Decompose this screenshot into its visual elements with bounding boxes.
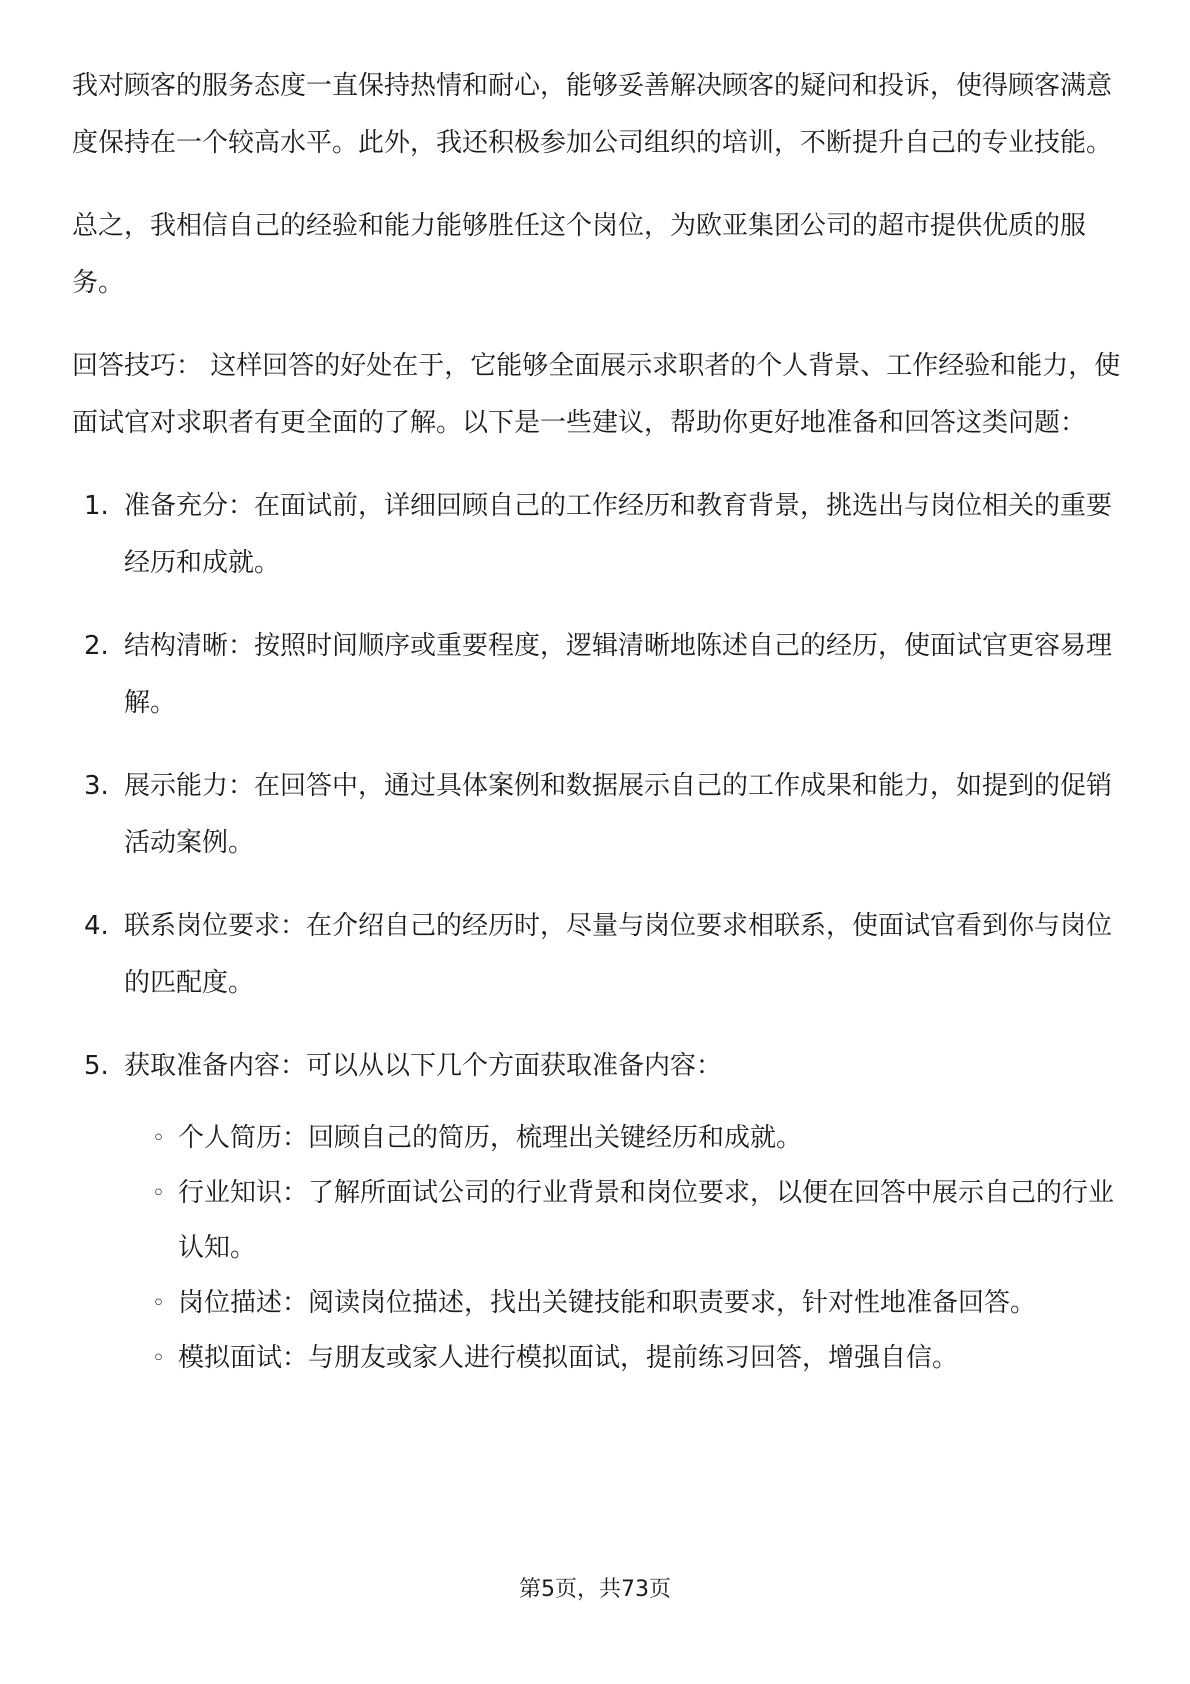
list-item [72,898,1122,1012]
circle-bullet-icon: ◦ [152,1126,165,1151]
list-item-text: 展示能力：在回答中，通过具体案例和数据展示自己的工作成果和能力，如提到的促销活动案例。 [124,771,1113,858]
sublist-item [72,1166,1122,1276]
list-item [72,1038,1122,1095]
tips-list [72,478,1122,1095]
sublist-item-text: 岗位描述：阅读岗位描述，找出关键技能和职责要求，针对性地准备回答。 [178,1288,1037,1318]
list-item [72,618,1122,732]
list-number: 1. [84,491,109,521]
list-item-text: 结构清晰：按照时间顺序或重要程度，逻辑清晰地陈述自己的经历，使面试官更容易理解。 [124,631,1113,718]
sublist-item [72,1111,1122,1166]
list-item-text: 联系岗位要求：在介绍自己的经历时，尽量与岗位要求相联系，使面试官看到你与岗位的匹配度。 [124,911,1113,998]
sublist-item-text: 模拟面试：与朋友或家人进行模拟面试，提前练习回答，增强自信。 [178,1343,959,1373]
list-number: 4. [84,911,109,941]
circle-bullet-icon: ◦ [152,1346,165,1371]
list-item-text: 准备充分：在面试前，详细回顾自己的工作经历和教育背景，挑选出与岗位相关的重要经历和成就。 [124,491,1113,578]
circle-bullet-icon: ◦ [152,1291,165,1316]
paragraph-summary: 总之，我相信自己的经验和能力能够胜任这个岗位，为欧亚集团公司的超市提供优质的服务。 [72,211,1087,298]
sublist-item [72,1331,1122,1386]
paragraph-service: 我对顾客的服务态度一直保持热情和耐心，能够妥善解决顾客的疑问和投诉，使得顾客满意度保持在一个较高水平。此外，我还积极参加公司组织的培训，不断提升自己的专业技能。 [72,71,1113,158]
circle-bullet-icon: ◦ [152,1181,165,1206]
list-number: 3. [84,771,109,801]
page-number-footer: 第5页，共73页 [519,1577,671,1602]
list-item [72,758,1122,872]
list-number: 2. [84,631,109,661]
prep-sublist [72,1111,1122,1386]
page-content [72,58,1122,1386]
sublist-item-text: 行业知识：了解所面试公司的行业背景和岗位要求，以便在回答中展示自己的行业认知。 [178,1178,1115,1263]
sublist-item-text: 个人简历：回顾自己的简历，梳理出关键经历和成就。 [178,1123,803,1153]
sublist-item [72,1276,1122,1331]
paragraph-tips: 回答技巧： 这样回答的好处在于，它能够全面展示求职者的个人背景、工作经验和能力，使面试官对求职者有更全面的了解。以下是一些建议，帮助你更好地准备和回答这类问题： [72,351,1121,438]
list-number: 5. [84,1051,109,1081]
list-item-text: 获取准备内容：可以从以下几个方面获取准备内容： [124,1051,723,1081]
list-item [72,478,1122,592]
